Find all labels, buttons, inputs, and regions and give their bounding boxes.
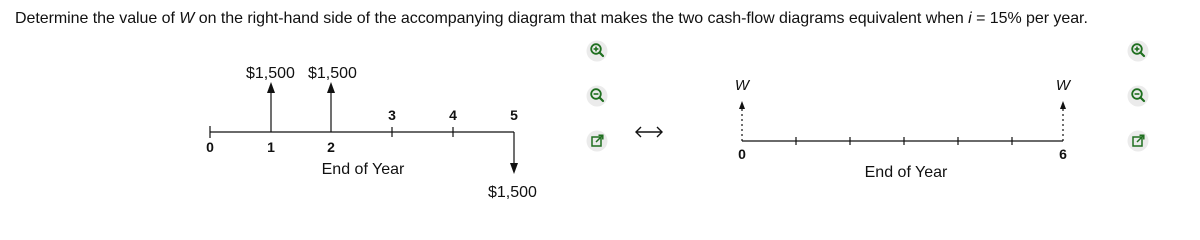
year-label-0: 0 (206, 139, 214, 155)
question-variable-w: W (179, 10, 195, 27)
right-diagram-lines (739, 101, 1066, 145)
left-outflow-head (510, 163, 518, 174)
right-year-label-0: 0 (738, 146, 746, 162)
zoom-out-icon[interactable] (586, 85, 608, 107)
left-inflow-head-2 (327, 82, 335, 93)
year-label-5: 5 (510, 107, 518, 123)
year-label-4: 4 (449, 107, 457, 123)
year-label-2: 2 (327, 139, 335, 155)
question-part2: on the right-hand side of the accompanying diagram that makes the two cash-flow diagrams equivalent when (194, 10, 969, 27)
popout-icon[interactable] (1127, 130, 1149, 152)
inflow-label-1: $1,500 (246, 65, 295, 82)
outflow-label: $1,500 (488, 184, 537, 201)
right-w-head-0 (739, 101, 745, 109)
question-variable-i: i (968, 10, 972, 27)
right-w-head-6 (1060, 101, 1066, 109)
zoom-in-icon[interactable] (1127, 40, 1149, 62)
left-inflow-head-1 (267, 82, 275, 93)
w-label-end: W (1055, 77, 1071, 94)
inflow-label-2: $1,500 (308, 65, 357, 82)
year-label-3: 3 (388, 107, 396, 123)
zoom-in-icon[interactable] (586, 40, 608, 62)
question-part1: Determine the value of (15, 10, 180, 27)
zoom-out-icon[interactable] (1127, 85, 1149, 107)
question-part3: = 15% per year. (971, 10, 1088, 27)
right-axis-title: End of Year (864, 164, 948, 181)
right-year-label-6: 6 (1059, 146, 1067, 162)
double-arrow-icon (636, 127, 662, 137)
popout-icon[interactable] (586, 130, 608, 152)
w-label-start: W (734, 77, 750, 94)
left-axis-title: End of Year (321, 161, 405, 178)
year-label-1: 1 (267, 139, 275, 155)
